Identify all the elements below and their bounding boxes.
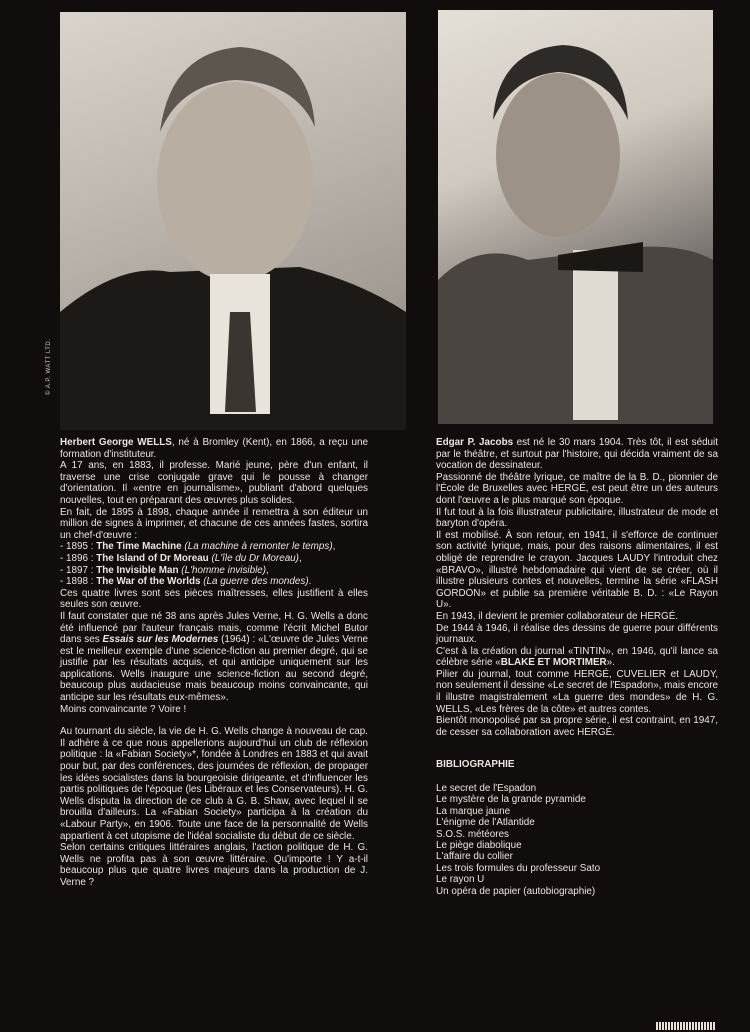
wells-intro bbox=[60, 437, 368, 460]
wells-intro-text: , né à Bromley (Kent), en 1866, a reçu une formation d'instituteur. bbox=[60, 437, 368, 460]
bibliography-item: Le rayon U bbox=[436, 874, 485, 886]
wells-biography-column bbox=[60, 437, 368, 889]
wells-paragraph: Selon certains critiques littéraires anglais, l'action politique de H. G. Wells ne profita pas à son œuvre littéraire. Qu'importe ! Y a-t-il beaucoup plus que quatre livres majeurs dans la production de J. Verne ? bbox=[60, 842, 368, 888]
wells-paragraph: Moins convaincante ? Voire ! bbox=[60, 703, 187, 715]
bibliography-item: Le piège diabolique bbox=[436, 840, 522, 852]
jacobs-paragraph: Il fut tout à la fois illustrateur publicitaire, illustrateur de mode et baryton d'opéra. bbox=[436, 506, 718, 530]
photo-credit: © A.P. WATT LTD. bbox=[46, 338, 52, 395]
bibliography-item: L'affaire du collier bbox=[436, 851, 513, 863]
jacobs-biography-column bbox=[436, 437, 718, 897]
jacobs-tintin-paragraph: C'est à la création du journal «TINTIN», en 1946, qu'il lance sa célèbre série «BLAKE ET MORTIMER». bbox=[436, 645, 718, 669]
bibliography-list bbox=[436, 783, 718, 897]
bibliography-item: La marque jaune bbox=[436, 805, 511, 817]
work-item: - 1898 : The War of the Worlds (La guerre des mondes). bbox=[60, 576, 312, 588]
wells-paragraph: Au tournant du siècle, la vie de H. G. Wells change à nouveau de cap. Il adhère à ce que nous appellerions aujourd'hui un club de réflexion politique : la «Fabian Society»*, fondée à Londres en 1883 et qui avait pour but, par des conférences, des journées de réflexion, de propager les idées socialistes dans la bourgeoisie dirigeante, et d'influencer les partis politiques de l'époque (les Libéraux et les Conservateurs). H. G. Wells disputa la direction de ce club à G. B. Shaw, avec lequel il se brouilla d'ailleurs. La «Fabian Society» participa à la création du «Labour Party», en 1906. Toute une face de la personnalité de Wells appartient à cet utopisme de l'idéal socialiste du début de ce siècle. bbox=[60, 726, 368, 842]
wells-works-list bbox=[60, 541, 368, 587]
jacobs-name: Edgar P. Jacobs bbox=[436, 437, 514, 448]
bibliography-item: Un opéra de papier (autobiographie) bbox=[436, 885, 596, 897]
jacobs-paragraph: De 1944 à 1946, il réalise des dessins de guerre pour différents journaux. bbox=[436, 622, 718, 646]
jacobs-paragraph: Il est mobilisé. À son retour, en 1941, il s'efforce de continuer son activité lyrique, mais, pour des raisons alimentaires, il est obligé de reprendre le crayon. Jacques LAUDY l'introduit chez «BRAVO», illustré hebdomadaire qui vient de se créer, où il illustre plusieurs contes et nouvelles, termine la série «FLASH GORDON» et publie sa première véritable B. D. : «Le Rayon U». bbox=[436, 529, 718, 611]
jacobs-paragraph: Bientôt monopolisé par sa propre série, il est contraint, en 1947, de cesser sa collaboration avec HERGÉ. bbox=[436, 715, 718, 738]
jacobs-paragraph: Pilier du journal, tout comme HERGÉ, CUVELIER et LAUDY, non seulement il dessine «Le secret de l'Espadon», mais encore il illustre magistralement «La guerre des mondes» de H. G. WELLS, «Les frères de la côte» et autres contes. bbox=[436, 668, 718, 715]
wells-portrait-photo bbox=[60, 12, 406, 430]
bibliography-item: S.O.S. météores bbox=[436, 828, 509, 840]
wells-paragraph: A 17 ans, en 1883, il professe. Marié jeune, père d'un enfant, il traverse une crise conjugale grave qui le pousse à changer d'orientation. Il «entre en journalisme», publiant d'abord quelques nouvelles, tout en préparant des œuvres plus solides. bbox=[60, 460, 368, 506]
work-item: - 1895 : The Time Machine (La machine à remonter le temps), bbox=[60, 541, 336, 553]
jacobs-portrait-photo bbox=[438, 10, 713, 424]
wells-paragraph: En fait, de 1895 à 1898, chaque année il remettra à son éditeur un million de signes à imprimer, et chacune de ces années fastes, sortira un chef-d'œuvre : bbox=[60, 506, 368, 541]
bibliography-item: Le secret de l'Espadon bbox=[436, 783, 537, 795]
jacobs-intro: Edgar P. Jacobs est né le 30 mars 1904. Très tôt, il est séduit par le théâtre, et surtout par l'histoire, qui décida vraiment de sa vocation de dessinateur. bbox=[436, 437, 718, 472]
work-item: - 1896 : The Island of Dr Moreau (L'île du Dr Moreau), bbox=[60, 552, 302, 564]
wells-paragraph: Ces quatre livres sont ses pièces maîtresses, elles justifient à elles seules son œuvre. bbox=[60, 587, 368, 611]
bibliography-item: Le mystère de la grande pyramide bbox=[436, 794, 586, 806]
barcode-strip bbox=[656, 1022, 716, 1030]
bibliography-heading: BIBLIOGRAPHIE bbox=[436, 759, 515, 771]
work-item: - 1897 : The Invisible Man (L'homme invisible), bbox=[60, 564, 269, 576]
bibliography-item: L'énigme de l'Atlantide bbox=[436, 817, 535, 829]
wells-name: Herbert George WELLS bbox=[60, 437, 172, 448]
bibliography-item: Les trois formules du professeur Sato bbox=[436, 862, 601, 874]
wells-butor-paragraph: Il faut constater que né 38 ans après Jules Verne, H. G. Wells a donc été influencé par l'auteur français mais, comme l'écrit Michel Butor dans ses Essais sur les Modernes (1964) : «L'œuvre de Jules Verne est le meilleur exemple d'une science-fiction au premier degré, qui se justifie par les résultats acquis, et qui anticipe uniquement sur les applications. Wells inaugure une science-fiction au second degré, beaucoup plus audacieuse mais beaucoup moins convaincante, qui anticipe sur les résultats eux-mêmes». bbox=[60, 610, 369, 704]
jacobs-paragraph: Passionné de théâtre lyrique, ce maître de la B. D., pionnier de l'École de Bruxelles avec HERGÉ, est peut être un des auteurs dont l'œuvre a le plus marqué son époque. bbox=[436, 471, 718, 506]
jacobs-paragraph: En 1943, il devient le premier collaborateur de HERGÉ. bbox=[436, 610, 679, 622]
